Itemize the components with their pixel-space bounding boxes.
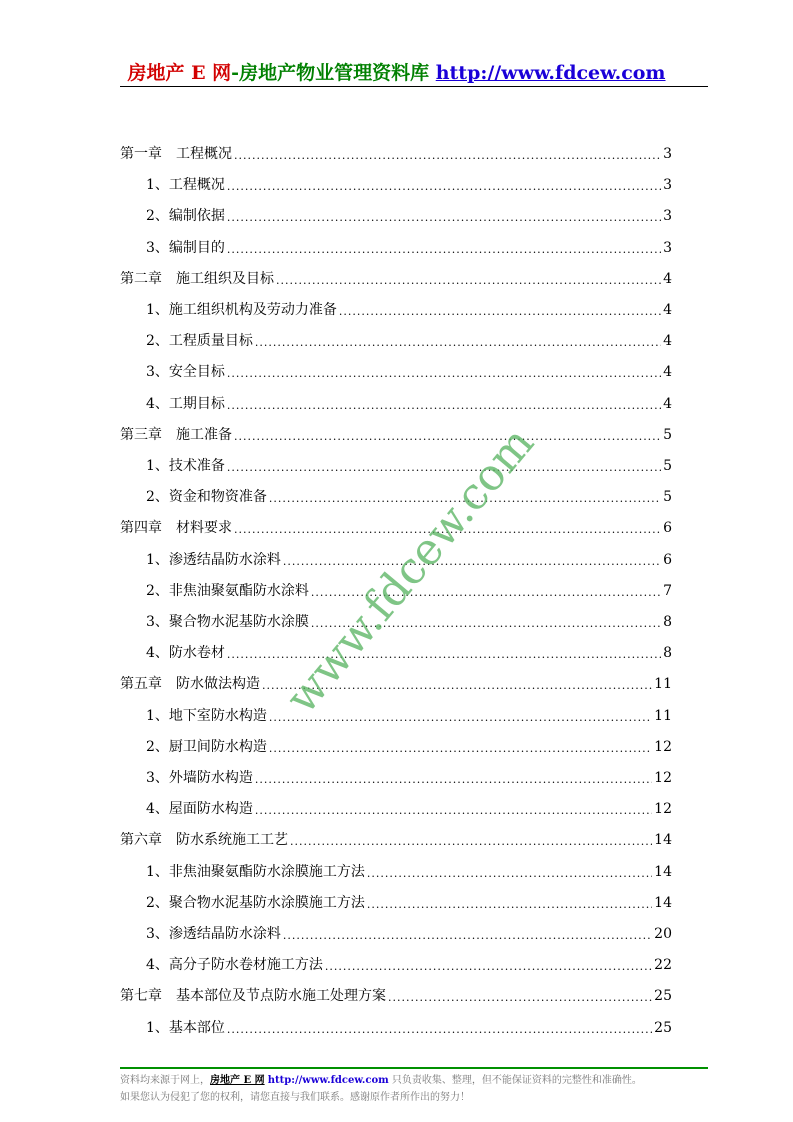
toc-entry-title: 4、高分子防水卷材施工方法 — [146, 957, 323, 973]
toc-dot-leader — [227, 399, 661, 413]
header-subtitle: 房地产物业管理资料库 — [239, 62, 430, 84]
toc-section-entry[interactable] — [146, 798, 672, 818]
toc-entry-title: 4、工期目标 — [146, 396, 225, 412]
footer-brand-link[interactable]: 房地产 E 网 — [210, 1075, 265, 1086]
toc-section-entry[interactable] — [146, 892, 672, 912]
toc-dot-leader — [234, 149, 661, 163]
toc-entry-title: 3、聚合物水泥基防水涂膜 — [146, 614, 309, 630]
toc-chapter-entry[interactable] — [120, 424, 672, 444]
toc-dot-leader — [367, 867, 652, 881]
toc-page-number: 5 — [663, 489, 672, 505]
footer-line-2: 如果您认为侵犯了您的权利，请您直接与我们联系。感谢原作者所作出的努力！ — [120, 1092, 470, 1103]
toc-dot-leader — [255, 773, 652, 787]
toc-page-number: 12 — [654, 770, 672, 786]
toc-dot-leader — [283, 929, 652, 943]
footer-suffix: 只负责收集、整理，但不能保证资料的完整性和准确性。 — [388, 1075, 642, 1086]
toc-section-entry[interactable] — [146, 237, 672, 257]
toc-dot-leader — [269, 711, 652, 725]
toc-page-number: 4 — [663, 396, 672, 412]
toc-dot-leader — [227, 461, 661, 475]
toc-section-entry[interactable] — [146, 642, 672, 662]
toc-page-number: 4 — [663, 271, 672, 287]
toc-dot-leader — [255, 804, 652, 818]
toc-section-entry[interactable] — [146, 923, 672, 943]
toc-page-number: 4 — [663, 364, 672, 380]
footer-url-link[interactable]: http://www.fdcew.com — [267, 1075, 389, 1086]
toc-page-number: 11 — [654, 708, 672, 724]
header-site-name: 房地产 E 网 — [127, 62, 232, 84]
toc-page-number: 3 — [663, 177, 672, 193]
toc-entry-title: 2、工程质量目标 — [146, 333, 253, 349]
toc-dot-leader — [227, 648, 661, 662]
toc-chapter-entry[interactable] — [120, 517, 672, 537]
footer-divider — [120, 1067, 708, 1069]
toc-chapter-entry[interactable] — [120, 143, 672, 163]
toc-section-entry[interactable] — [146, 861, 672, 881]
toc-dot-leader — [325, 960, 652, 974]
toc-entry-title: 第四章 材料要求 — [120, 520, 232, 536]
toc-section-entry[interactable] — [146, 736, 672, 756]
toc-page-number: 14 — [654, 864, 672, 880]
toc-section-entry[interactable] — [146, 1017, 672, 1037]
toc-section-entry[interactable] — [146, 486, 672, 506]
toc-section-entry[interactable] — [146, 205, 672, 225]
toc-entry-title: 3、渗透结晶防水涂料 — [146, 926, 281, 942]
toc-section-entry[interactable] — [146, 330, 672, 350]
toc-entry-title: 第七章 基本部位及节点防水施工处理方案 — [120, 988, 386, 1004]
toc-page-number: 20 — [654, 926, 672, 942]
toc-section-entry[interactable] — [146, 611, 672, 631]
footer-line-1 — [120, 1072, 720, 1089]
toc-page-number: 25 — [654, 1020, 672, 1036]
toc-entry-title: 1、工程概况 — [146, 177, 225, 193]
toc-entry-title: 1、渗透结晶防水涂料 — [146, 552, 281, 568]
toc-page-number: 7 — [663, 583, 672, 599]
toc-entry-title: 2、编制依据 — [146, 208, 225, 224]
toc-entry-title: 第五章 防水做法构造 — [120, 676, 260, 692]
toc-section-entry[interactable] — [146, 705, 672, 725]
toc-page-number: 14 — [654, 832, 672, 848]
toc-section-entry[interactable] — [146, 455, 672, 475]
toc-entry-title: 3、安全目标 — [146, 364, 225, 380]
toc-dot-leader — [234, 430, 661, 444]
toc-dot-leader — [276, 274, 661, 288]
toc-page-number: 8 — [663, 645, 672, 661]
toc-section-entry[interactable] — [146, 954, 672, 974]
toc-section-entry[interactable] — [146, 174, 672, 194]
toc-page-number: 22 — [654, 957, 672, 973]
page-header — [0, 58, 793, 85]
toc-dot-leader — [227, 180, 661, 194]
toc-section-entry[interactable] — [146, 299, 672, 319]
toc-dot-leader — [388, 991, 652, 1005]
header-divider — [120, 86, 708, 87]
toc-chapter-entry[interactable] — [120, 829, 672, 849]
toc-chapter-entry[interactable] — [120, 985, 672, 1005]
toc-page-number: 5 — [663, 458, 672, 474]
header-url-link[interactable]: http://www.fdcew.com — [435, 62, 666, 84]
toc-entry-title: 第一章 工程概况 — [120, 146, 232, 162]
toc-page-number: 4 — [663, 333, 672, 349]
toc-entry-title: 3、外墙防水构造 — [146, 770, 253, 786]
toc-dot-leader — [227, 211, 661, 225]
page-footer — [120, 1072, 720, 1106]
toc-entry-title: 3、编制目的 — [146, 240, 225, 256]
header-separator: - — [231, 62, 240, 84]
toc-entry-title: 1、基本部位 — [146, 1020, 225, 1036]
toc-entry-title: 第三章 施工准备 — [120, 427, 232, 443]
toc-dot-leader — [339, 305, 661, 319]
toc-entry-title: 1、技术准备 — [146, 458, 225, 474]
toc-dot-leader — [255, 336, 661, 350]
toc-dot-leader — [290, 835, 652, 849]
toc-page-number: 4 — [663, 302, 672, 318]
toc-section-entry[interactable] — [146, 393, 672, 413]
footer-prefix: 资料均来源于网上， — [120, 1075, 210, 1086]
toc-page-number: 12 — [654, 801, 672, 817]
toc-page-number: 8 — [663, 614, 672, 630]
toc-entry-title: 2、非焦油聚氨酯防水涂料 — [146, 583, 309, 599]
toc-chapter-entry[interactable] — [120, 268, 672, 288]
toc-dot-leader — [227, 367, 661, 381]
toc-page-number: 3 — [663, 208, 672, 224]
toc-entry-title: 1、施工组织机构及劳动力准备 — [146, 302, 337, 318]
toc-entry-title: 第二章 施工组织及目标 — [120, 271, 274, 287]
toc-page-number: 25 — [654, 988, 672, 1004]
toc-entry-title: 2、资金和物资准备 — [146, 489, 267, 505]
toc-dot-leader — [367, 898, 652, 912]
toc-section-entry[interactable] — [146, 361, 672, 381]
toc-entry-title: 2、厨卫间防水构造 — [146, 739, 267, 755]
toc-dot-leader — [283, 555, 661, 569]
toc-entry-title: 4、防水卷材 — [146, 645, 225, 661]
toc-dot-leader — [227, 1023, 652, 1037]
toc-page-number: 3 — [663, 240, 672, 256]
toc-page-number: 6 — [663, 552, 672, 568]
toc-page-number: 6 — [663, 520, 672, 536]
toc-entry-title: 4、屋面防水构造 — [146, 801, 253, 817]
toc-page-number: 5 — [663, 427, 672, 443]
toc-page-number: 14 — [654, 895, 672, 911]
toc-page-number: 3 — [663, 146, 672, 162]
toc-page-number: 12 — [654, 739, 672, 755]
toc-entry-title: 1、地下室防水构造 — [146, 708, 267, 724]
toc-entry-title: 第六章 防水系统施工工艺 — [120, 832, 288, 848]
toc-page-number: 11 — [654, 676, 672, 692]
toc-entry-title: 1、非焦油聚氨酯防水涂膜施工方法 — [146, 864, 365, 880]
watermark: www.fdcew.com — [275, 417, 545, 724]
toc-dot-leader — [269, 742, 652, 756]
toc-entry-title: 2、聚合物水泥基防水涂膜施工方法 — [146, 895, 365, 911]
toc-section-entry[interactable] — [146, 767, 672, 787]
toc-dot-leader — [227, 243, 661, 257]
toc-chapter-entry[interactable] — [120, 673, 672, 693]
